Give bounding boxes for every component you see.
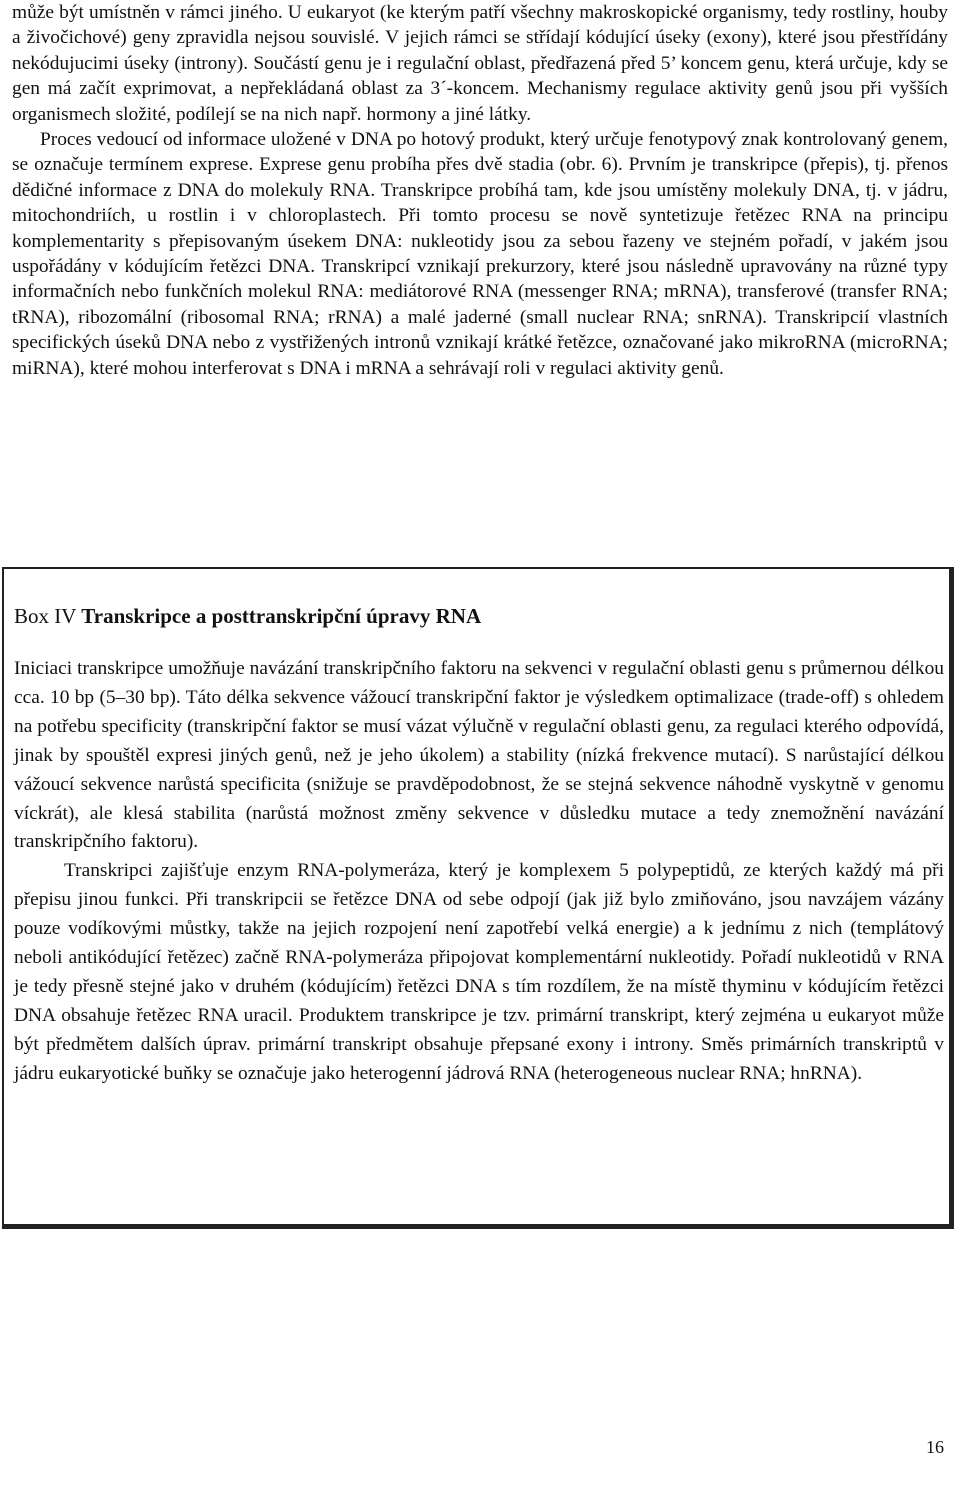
box-title: Transkripce a posttranskripční úpravy RNA bbox=[81, 604, 482, 628]
body-text bbox=[12, 0, 948, 381]
paragraph-expression: Proces vedoucí od informace uložené v DNA po hotový produkt, který určuje fenotypový znak kontrolovaný genem, se označuje termínem exprese. Exprese genu probíha přes dvě stadia (obr. 6). Prvním je transkripce (přepis), tj. přenos dědičné informace z DNA do molekuly RNA. Transkripce probíhá tam, kde jsou umístěny molekuly DNA, tj. v jádru, mitochondriích, u rostlin i v chloroplastech. Při tomto procesu se nově syntetizuje řetězec RNA na principu komplementarity s přepisovaným úsekem DNA: nukleotidy jsou za sebou řazeny ve stejném pořadí, v jakém jsou uspořádány v kódujícím řetězci DNA. Transkripcí vznikají prekurzory, které jsou následně upravovány na různé typy informačních nebo funkčních molekul RNA: mediátorové RNA (messenger RNA; mRNA), transferové (transfer RNA; tRNA), ribozomální (ribosomal RNA; rRNA) a malé jaderné (small nuclear RNA; snRNA). Transkripcií vlastních specifických úseků DNA nebo z vystřižených intronů vznikají krátké řetězce, označované jako mikroRNA (microRNA; miRNA), které mohou interferovat s DNA i mRNA a sehrávají roli v regulaci aktivity genů. bbox=[12, 129, 948, 379]
box-label: Box IV bbox=[14, 604, 77, 628]
box-paragraph-polymerase: Transkripci zajišťuje enzym RNA-polymeráza, který je komplexem 5 polypeptidů, ze kterých každý má při přepisu jinou funkci. Při transkripcii se řetězce DNA od sebe odpojí (jak již bylo zmiňováno, jsou navzájem vázány pouze vodíkovými můstky, takže na jejich rozpojení není zapotřebí velká energie) a k jednímu z nich (templátový neboli antikódující řetězec) začně RNA-polymeráza připojovat komplementární nukleotidy. Pořadí nukleotidů v RNA je tedy přesně stejné jako v druhém (kódujícím) řetězci DNA s tím rozdílem, že na místě thyminu v kódujícím řetězci DNA obsahuje řetězec RNA uracil. Produktem transkripce je tzv. primární transkript, který zejména u eukaryot může být předmětem dalších úprav. primární transkript obsahuje přepsané exony i introny. Směs primárních transkriptů v jádru eukaryotické buňky se označuje jako heterogenní jádrová RNA (heterogeneous nuclear RNA; hnRNA). bbox=[14, 860, 944, 1084]
paragraph-gene-structure: může být umístněn v rámci jiného. U eukaryot (ke kterým patří všechny makroskopické organismy, tedy rostliny, houby a živočichové) geny zpravidla nejsou souvislé. V jejich rámci se střídají kódující úseky (exony), které jsou přestřídány nekódujucimi úseky (introny). Součástí genu je i regulační oblast, předřazená před 5’ koncem genu, která určuje, kdy se gen má začít exprimovat, a nepřekládaná oblast za 3´-koncem. Mechanismy regulace aktivity genů jsou při vyšších organismech složité, podílejí se na nich např. hormony a jiné látky. bbox=[12, 2, 948, 125]
box-paragraph-initiation: Iniciaci transkripce umožňuje navázání transkripčního faktoru na sekvenci v regulační oblasti genu s průmernou délkou cca. 10 bp (5–30 bp). Táto délka sekvence vážoucí transkripční faktor je výsledkem optimalizace (trade-off) s ohledem na potřebu specificity (transkripční faktor se musí vázat výlučně v regulační oblasti genu, za regulaci kterého odpovídá, jinak by spouštěl expresi jiných genů, než je jeho úkolem) a stability (nízká frekvence mutací). S narůstající délkou vážoucí sekvence narůstá specificita (snižuje se pravděpodobnost, že se stejná sekvence náhodně vyskytně v genomu víckrát), ale klesá stabilita (narůstá možnost změny sekvence v důsledku mutace a tedy znemožnění navázání transkripčního faktoru). bbox=[14, 658, 944, 853]
box-heading bbox=[14, 603, 481, 629]
page-number: 16 bbox=[926, 1437, 944, 1457]
box-body bbox=[14, 655, 944, 1089]
box-iv bbox=[2, 567, 954, 1229]
